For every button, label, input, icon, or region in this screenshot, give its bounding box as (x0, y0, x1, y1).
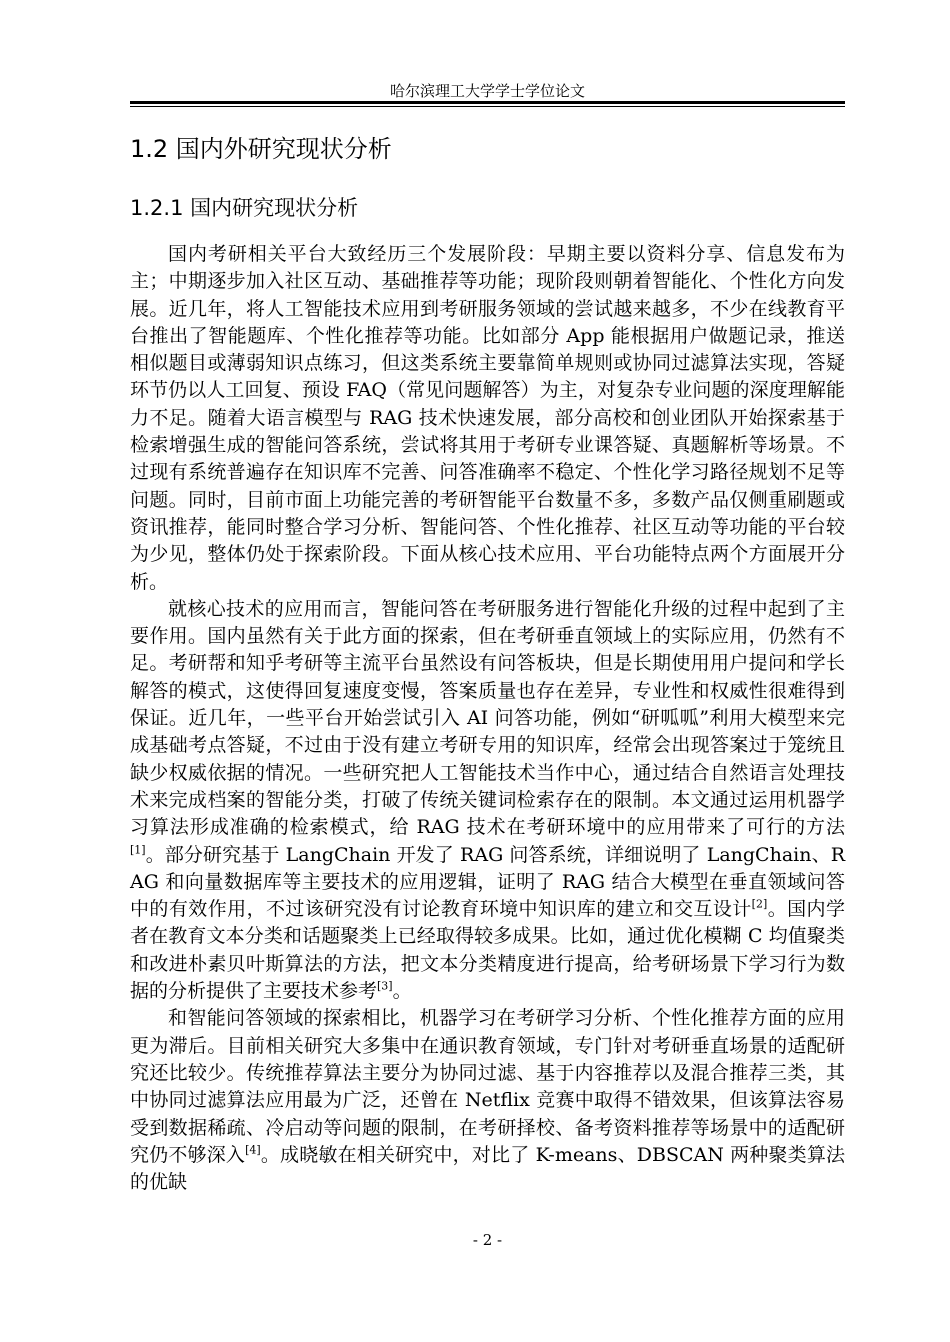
paragraph-3-text-b: 。成晓敏在相关研究中，对比了 K-means、DBSCAN 两种聚类算法的优缺 (130, 1143, 845, 1194)
paragraph-2-text-b: 。部分研究基于 LangChain 开发了 RAG 问答系统，详细说明了 LangChain、RAG 和向量数据库等主要技术的应用逻辑，证明了 RAG 结合大模型在垂直领域问答中的有效作用，不过该研究没有讨论教育环境中知识库的建立和交互设计 (130, 843, 845, 921)
paragraph-2-text-d: 。 (392, 980, 412, 1003)
paragraph-1 (130, 241, 845, 596)
paragraph-2-text-c: 。国内学者在教育文本分类和话题聚类上已经取得较多成果。比如，通过优化模糊 C 均值聚类和改进朴素贝叶斯算法的方法，把文本分类精度进行提高，给考研场景下学习行为数据的分析提供了主要技术参考 (130, 898, 845, 1003)
paragraph-2-text-a: 就核心技术的应用而言，智能问答在考研服务进行智能化升级的过程中起到了主要作用。国内虽然有关于此方面的探索，但在考研垂直领域上的实际应用，仍然有不足。考研帮和知乎考研等主流平台虽然设有问答板块，但是长期使用用户提问和学长解答的模式，这使得回复速度变慢，答案质量也存在差异，专业性和权威性很难得到保证。近几年，一些平台开始尝试引入 AI 问答功能，例如“研呱呱”利用大模型来完成基础考点答疑，不过由于没有建立考研专用的知识库，经常会出现答案过于笼统且缺少权威依据的情况。一些研究把人工智能技术当作中心，通过结合自然语言处理技术来完成档案的智能分类，打破了传统关键词检索存在的限制。本文通过运用机器学习算法形成准确的检索模式，给 RAG 技术在考研环境中的应用带来了可行的方法 (130, 597, 845, 839)
paragraph-1-text: 国内考研相关平台大致经历三个发展阶段：早期主要以资料分享、信息发布为主；中期逐步加入社区互动、基础推荐等功能；现阶段则朝着智能化、个性化方向发展。近几年，将人工智能技术应用到考研服务领域的尝试越来越多，不少在线教育平台推出了智能题库、个性化推荐等功能。比如部分 App 能根据用户做题记录，推送相似题目或薄弱知识点练习，但这类系统主要靠简单规则或协同过滤算法实现，答疑环节仍以人工回复、预设 FAQ（常见问题解答）为主，对复杂专业问题的深度理解能力不足。随着大语言模型与 RAG 技术快速发展，部分高校和创业团队开始探索基于检索增强生成的智能问答系统，尝试将其用于考研专业课答疑、真题解析等场景。不过现有系统普遍存在知识库不完善、问答准确率不稳定、个性化学习路径规划不足等问题。同时，目前市面上功能完善的考研智能平台数量不多，多数产品仅侧重刷题或资讯推荐，能同时整合学习分析、智能问答、个性化推荐、社区互动等功能的平台较为少见，整体仍处于探索阶段。下面从核心技术应用、平台功能特点两个方面展开分析。 (130, 243, 845, 593)
header-rule-thick (130, 101, 845, 104)
section-title: 1.2 国内外研究现状分析 (130, 135, 392, 163)
header-rule-thin (130, 106, 845, 107)
paragraph-3-text-a: 和智能问答领域的探索相比，机器学习在考研学习分析、个性化推荐方面的应用更为滞后。目前相关研究大多集中在通识教育领域，专门针对考研垂直场景的适配研究还比较少。传统推荐算法主要分为协同过滤、基于内容推荐以及混合推荐三类，其中协同过滤算法应用最为广泛，还曾在 Netflix 竞赛中取得不错效果，但该算法容易受到数据稀疏、冷启动等问题的限制，在考研择校、备考资料推荐等场景中的适配研究仍不够深入 (130, 1007, 845, 1166)
paragraph-2 (130, 596, 845, 1005)
body-text (130, 241, 845, 1196)
citation-2[interactable]: [2] (751, 897, 768, 911)
citation-1[interactable]: [1] (130, 843, 146, 857)
subsection-title: 1.2.1 国内研究现状分析 (130, 196, 359, 220)
paragraph-3 (130, 1005, 845, 1196)
running-header: 哈尔滨理工大学学士学位论文 (389, 82, 585, 100)
page-number: - 2 - (472, 1231, 503, 1249)
citation-3[interactable]: [3] (377, 979, 393, 993)
citation-4[interactable]: [4] (245, 1143, 261, 1157)
